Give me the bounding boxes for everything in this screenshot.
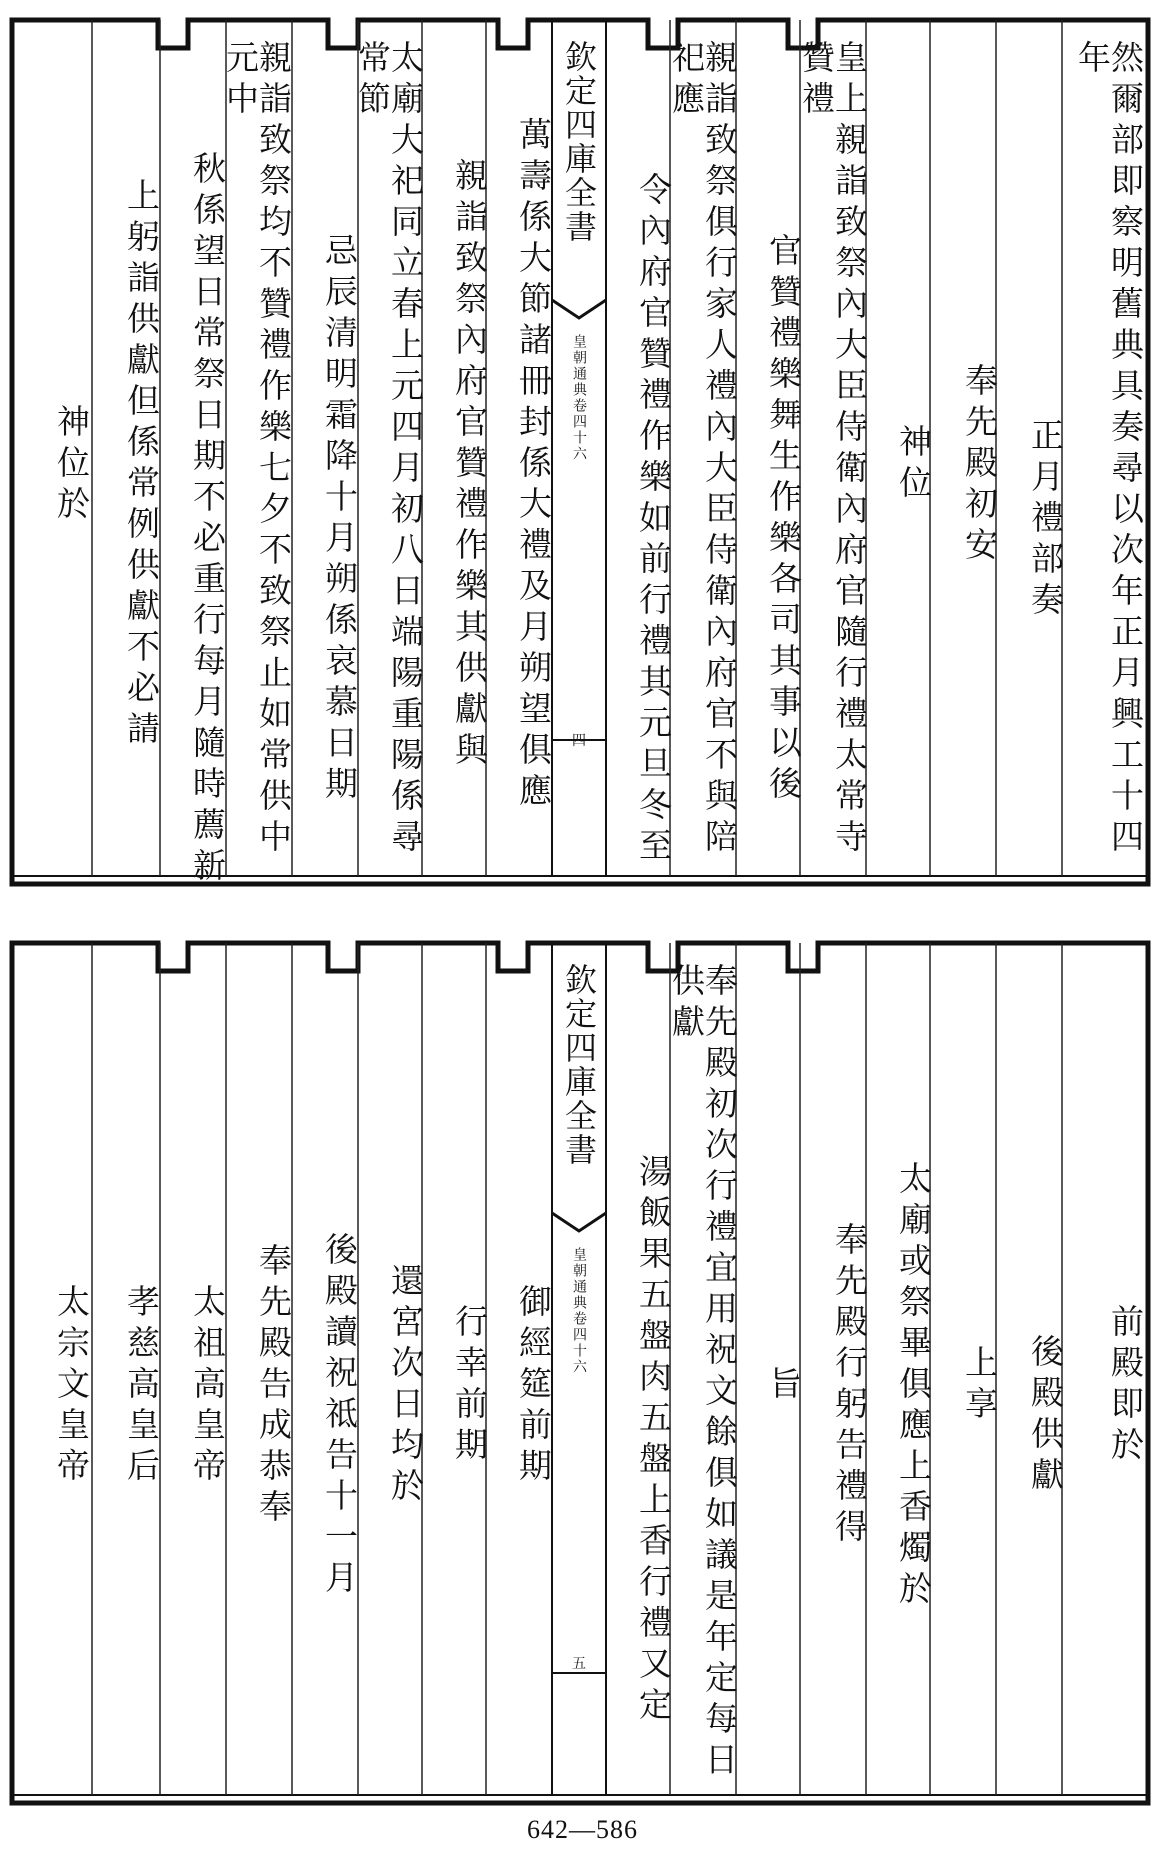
text-column: 神位 [894,424,933,506]
text-column: 皇上親詣致祭內大臣侍衛內府官隨行禮太常寺贊禮 [797,40,869,860]
text-column: 奉先殿初次行禮宜用祝文餘俱如議是年定每日供獻 [667,963,739,1783]
book-title: 欽定四庫全書 [560,963,598,1167]
text-column: 奉先殿行躬告禮得 [830,1222,869,1550]
text-column: 太廟或祭畢俱應上香燭於 [894,1160,933,1612]
text-column: 還宮次日均於 [386,1263,425,1509]
text-column: 太祖高皇帝 [188,1283,227,1489]
book-subtitle: 皇朝通典 [571,1247,587,1311]
text-column: 上躬詣供獻但係常例供獻不必請 [122,178,161,752]
text-column: 萬壽係大節諸冊封係大禮及月朔望俱應 [514,116,553,814]
text-column: 旨 [764,1365,803,1407]
text-column: 太宗文皇帝 [52,1283,91,1489]
text-column: 然爾部即察明舊典具奏尋以次年正月興工十四年 [1073,40,1145,860]
text-column: 孝慈高皇后 [122,1283,161,1489]
volume-number: 卷四十六 [571,398,587,462]
text-column: 親詣致祭均不贊禮作樂七夕不致祭止如常供中元中 [221,40,293,860]
text-column: 親詣致祭內府官贊禮作樂其供獻與 [450,157,489,773]
page-number: 五 [572,1656,586,1672]
volume-number: 卷四十六 [571,1311,587,1375]
text-column: 上享 [960,1345,999,1427]
text-column: 後殿供獻 [1026,1334,1065,1498]
text-column: 御經筵前期 [514,1283,553,1489]
text-column: 奉先殿初安 [960,362,999,568]
text-column: 秋係望日常祭日期不必重行每月隨時薦新 [188,151,227,889]
top-page [8,0,1156,890]
center-heading [554,963,604,1793]
bottom-page [8,923,1156,1809]
text-column: 忌辰清明霜降十月朔係哀慕日期 [320,233,359,807]
text-column: 正月禮部奏 [1026,417,1065,623]
text-column: 官贊禮樂舞生作樂各司其事以後 [764,233,803,807]
sheet-number: 642—586 [527,1815,638,1844]
page-number: 四 [572,733,586,749]
text-column: 行幸前期 [450,1304,489,1468]
text-column: 令內府官贊禮作樂如前行禮其元旦冬至 [634,171,673,869]
text-column: 奉先殿告成恭奉 [254,1242,293,1530]
text-column: 太廟大祀同立春上元四月初八日端陽重陽係尋常節 [353,40,425,860]
text-column: 湯飯果五盤肉五盤上香行禮又定 [634,1154,673,1728]
book-subtitle: 皇朝通典 [571,334,587,398]
center-heading [554,40,604,870]
text-column: 神位於 [52,403,91,527]
text-column: 前殿即於 [1106,1304,1145,1468]
text-column: 親詣致祭俱行家人禮內大臣侍衛內府官不與陪祀應 [667,40,739,860]
text-column: 後殿讀祝祗告十一月 [320,1231,359,1601]
book-title: 欽定四庫全書 [560,40,598,244]
